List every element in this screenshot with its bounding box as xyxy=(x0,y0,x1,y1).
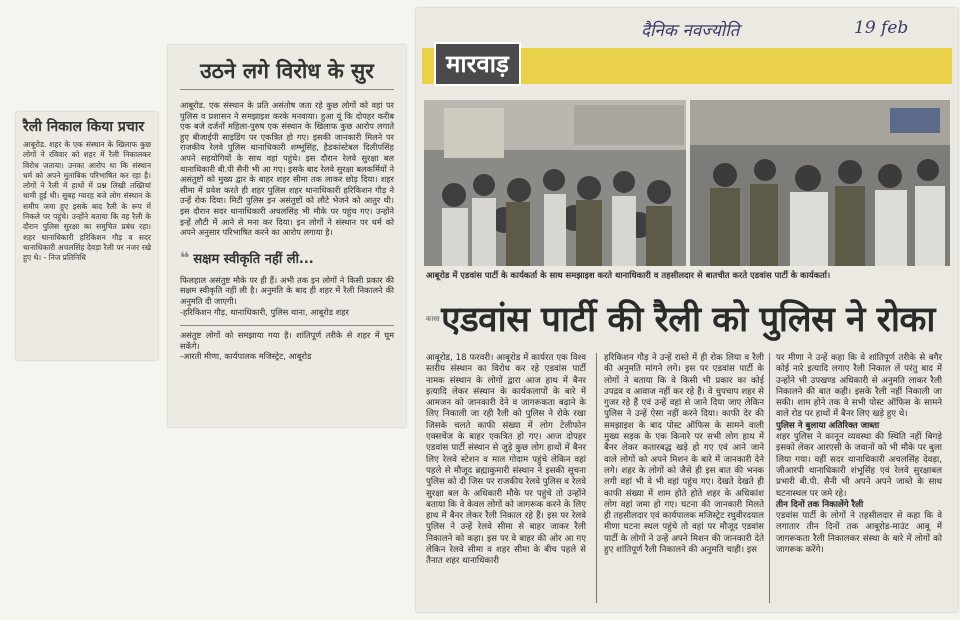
news-clip-middle xyxy=(168,45,406,427)
clip-left-headline: रैली निकाल किया प्रचार xyxy=(23,119,145,135)
clip-left-body: आबूरोड. शहर के एक संस्थान के खिलाफ कुछ लोगों ने रविवार को शहर में रैली निकालकर विरोध जताया। उनका आरोप था कि संस्थान धर्म को अपने मुताबिक परिभाषित कर रहा है। लोगों ने रैली में हाथों में प्रश्न लिखी तख्तियां थामी हुई थी। सुबह ग्यारह बजे लोग संस्थान के समीप जमा हुए इसके बाद रैली के रूप में निकले पर पहुंचे। उन्होंने बताया कि वह रैली के दौरान पुलिस सुरक्षा का समुचित प्रबंध रहा। शहर थानाधिकारी हरिकिशन गौड़ व सदर थानाधिकारी अचलसिंह देवड़ा रैली पर नजर रखे हुए थे। - निज प्रतिनिधि xyxy=(23,140,151,263)
article-column-3 xyxy=(776,353,942,556)
news-photo-left xyxy=(424,100,686,266)
clip-middle-body: आबूरोड. एक संस्थान के प्रति असंतोष जता रहे कुछ लोगों को वहां पर पुलिस व प्रशासन ने समझाइश करके मनवाया। हुआ यूं कि दोपहर करीब एक बजे दर्जनों महिला-पुरुष एक संस्थान के खिलाफ कुछ आरोप लगाते हुए बीजाईपी साइडिंग पर एकत्रित हो गए। इसकी जानकारी मिलने पर राजकीय रेलवे पुलिस थानाधिकारी शम्भूसिंह, हैडकांस्टेबल दिलीपसिंह अपने सहयोगियों के साथ वहां पहुंचे। इस दौरान रेलवे सुरक्षा बल थानाधिकारी बी.पी सैनी भी आ गए। इसके बाद रेलवे सुरक्षा बलकर्मियों ने असंतुष्टों को मुख्य द्वार के बाहर शहर सीमा तक लाकर छोड़ दिया। शहर सीमा में प्रवेश करते ही शहर पुलिस शहर थानाधिकारी हरिकिशन गौड़ ने उन्हें रोक दिया। मिटी पुलिस इन असंतुष्टों को लौटे भेजने को आतुर थी। इस दौरान सदर थानाधिकारी अचलसिंह भी मौके पर पहुंच गए। उन्होंने इन्हें लौटी में आने से मना कर दिया। इन लोगों ने संस्थान पर धर्म को अपने अनुसार परिभाषित करने का आरोप लगाया है। xyxy=(180,100,394,238)
clip-middle-quote1-by: -हरिकिशन गौड़, थानाधिकारी, पुलिस थाना, आबूरोड शहर xyxy=(180,306,349,317)
column-rule xyxy=(769,353,770,603)
handwritten-paper-name: दैनिक नवज्योति xyxy=(641,21,740,41)
news-clip-right xyxy=(416,8,958,612)
news-clip-left xyxy=(16,112,158,360)
handwritten-date: 19 feb xyxy=(854,18,909,38)
clip-middle-subhead xyxy=(180,248,394,267)
clip-middle-headline: उठने लगे विरोध के सुर xyxy=(180,57,394,90)
col3-intro: पर मीणा ने उन्हें कहा कि वे शांतिपूर्ण तरीके से बगैर कोई नारे इत्यादि लगाए रैली निकाल लें परंतु बाद में उन्होंने भी उपखण्ड अधिकारी से अनुमति लाकर रैली निकालने की बात कही। इसके रैली नहीं निकाली जा सकी। शाम होने तक वे सभी पोस्ट ऑफिस के सामने वाले रोड पर हाथों में बैनर लिए खड़े हुए थे। xyxy=(776,353,942,420)
col3-subhead-1: पुलिस ने बुलाया अतिरिक्त जाब्ता xyxy=(776,420,880,431)
clip-middle-quote2: असंतुष्ट लोगों को समझाया गया है। शांतिपूर्ण तरीके से शहर में घूम सकेंगे। xyxy=(180,330,394,351)
article-column-2: हरिकिशन गौड़ ने उन्हें रास्ते में ही रोक लिया व रैली की अनुमति मांगने लगे। इस पर एडवांस पार्टी के लोगों ने बताया कि वे किसी भी प्रकार का कोई उपद्रव व आवाज नहीं कर रहे हैं। वे चुपचाप शहर से गुजर रहे हैं एवं उन्हें वहां से जाने दिया जाए लेकिन पुलिस ने उन्हें ऐसा नहीं करने दिया। काफी देर की समझाइश के बाद पोस्ट ऑफिस के सामने वाली मुख्य सड़क के एक किनारे पर सभी लोग हाथ में बैनर लेकर कतारबद्ध खड़े हो गए एवं आने जाने वाले लोगों को अपने मिशन के बारे में जानकारी देने लगे। शहर के लोगों को जैसे ही इस बात की भनक लगी वहां भी वे भी वहां पहुंच गए। देखते देखते ही काफी संख्या में शाम होते होते शहर के अधिकांश लोग वहां जमा हो गए। घटना की जानकारी मिलते ही तहसीलदार एवं कार्यपालक मजिस्ट्रेट रघुवीरदयाल मीणा घटना स्थल पहुंचे तो वहां पर मौजूद एडवांस पार्टी के लोगों ने उन्हें अपने मिशन की जानकारी देते हुए शांतिपूर्ण रैली निकालने की अनुमति चाही। इस xyxy=(604,353,764,556)
main-headline: एडवांस पार्टी की रैली को पुलिस ने रोका xyxy=(441,300,935,340)
clip-middle-quote1: फिलहाल असंतुष्ट मौके पर ही हैं। अभी तक इन लोगों ने किसी प्रकार की सक्षम स्वीकृति नहीं ली है। अनुमति के बाद ही शहर में रैली निकालने की अनुमति दी जाएगी। xyxy=(180,274,394,306)
col3-body-2: एडवांस पार्टी के लोगों ने तहसीलदार से कहा कि वे लगातार तीन दिनों तक आबूरोड-माउंट आबू में जागरूकता रैली निकालकर संस्था के बारे में लोगों को जागरूक करेंगे। xyxy=(776,511,942,556)
article-column-1: आबूरोड, 18 फरवरी। आबूरोड में कार्यरत एक विश्व स्तरीय संस्थान का विरोध कर रहे एडवांस पार्टी नामक संस्थान के लोगों द्वारा आज हाथ में बैनर इत्यादि लेकर संस्थान के कार्यकलापों के बारे में आमजन को जानकारी देने व जागरूकता बढ़ाने के लिए निकाली जा रही रैली को पुलिस ने रोके रखा जिसके चलते काफी संख्या में लोग टेलीफोन एक्सचेंज के बाहर एकत्रित हो गए। आज दोपहर एडवांस पार्टी संस्थान से जुड़े कुछ लोग हाथों में बैनर लिए रेलवे स्टेशन व माल गोदाम पहुंचे लेकिन वहां पहले से मौजूद ब्रह्माकुमारी संस्थान ने इसकी सूचना पुलिस को दी जिस पर राजकीय रेलवे पुलिस व रेलवे सुरक्षा बल के अधिकारी मौके पर पहुंचे तो उन्होंने बताया कि वे केवल लोगों को जागरूक करने के लिए हाथ में बैनर लेकर रैली निकाल रहे हैं। इस पर रेलवे पुलिस ने उन्हें रेलवे सीमा से बाहर जाकर रैली निकालने को कहा। इस पर वे बाहर की ओर आ गए लेकिन रेलवे सीमा व शहर सीमा के बीच पहले से तैनात शहर थानाधिकारी xyxy=(426,353,586,567)
kicker-label: कासा xyxy=(426,315,440,323)
clip-middle-subhead-text: सक्षम स्वीकृति नहीं ली... xyxy=(193,251,314,267)
section-title: मारवाड़ xyxy=(434,42,521,86)
column-rule xyxy=(596,353,597,603)
quote-icon: ❝ xyxy=(180,247,190,267)
news-photo-right xyxy=(690,100,950,266)
photo-caption: आबूरोड में एडवांस पार्टी के कार्यकर्ता के साथ समझाइश करते थानाधिकारी व तहसीलदार से बातचीत करते एडवांस पार्टी के कार्यकर्ता। xyxy=(426,270,831,280)
clip-middle-quote2-by: -आरती मीणा, कार्यपालक मजिस्ट्रेट, आबूरोड xyxy=(180,351,312,362)
divider xyxy=(180,325,394,326)
col3-subhead-2: तीन दिनों तक निकालेंगे रैली xyxy=(776,499,864,510)
col3-body-1: शहर पुलिस ने कानून व्यवस्था की स्थिति नहीं बिगड़े इसको लेकर आरएसी के जवानों को भी मौके पर बुला लिया गया। वहीं सदर थानाधिकारी अचलसिंह देवड़ा, जीआरपी थानाधिकारी शंभूसिंह एवं रेलवे सुरक्षाबल प्रभारी बी.पी. सैनी भी अपने अपने जाब्ते के साथ घटनास्थल पर जमे रहे। xyxy=(776,432,942,499)
